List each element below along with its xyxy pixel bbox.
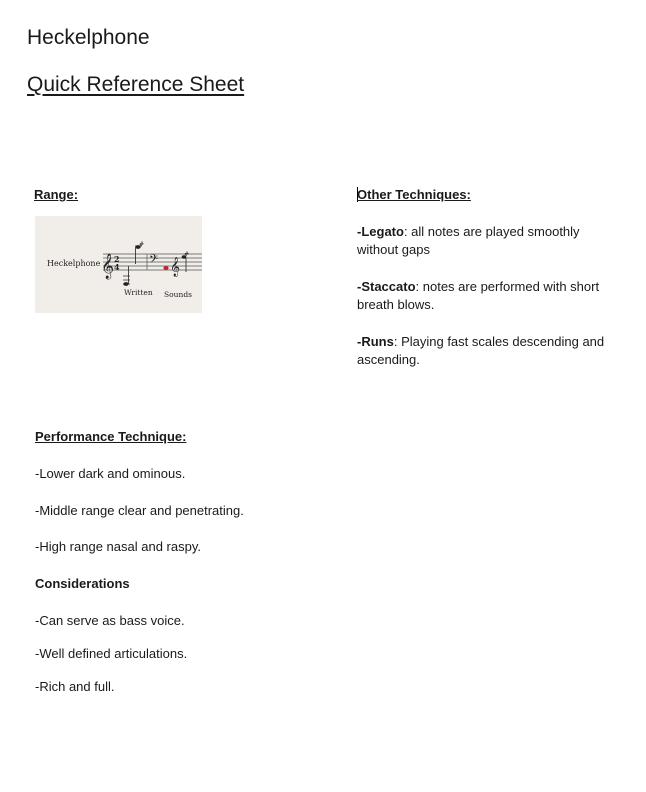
small-treble-clef-icon: 𝄞 [170, 257, 181, 277]
written-label: Written [124, 288, 153, 297]
svg-text:#: # [184, 251, 190, 258]
consideration-item: -Rich and full. [35, 679, 115, 694]
range-heading: Range: [34, 187, 79, 202]
performance-item: -Middle range clear and penetrating. [35, 503, 244, 518]
technique-description: : all notes are played smoothly without gaps [357, 224, 580, 257]
range-section [34, 186, 78, 204]
other-techniques-section [357, 186, 622, 369]
considerations-heading: Considerations [35, 576, 130, 591]
technique-term: -Legato [357, 224, 404, 239]
time-signature-top: 2 [114, 254, 120, 264]
sounding-notes [163, 251, 189, 277]
sounding-low-note [163, 266, 168, 270]
technique-description: : notes are performed with short breath blows. [357, 279, 600, 312]
time-signature-bottom: 4 [114, 262, 120, 272]
range-notation-image [35, 216, 202, 313]
technique-item-legato [357, 223, 622, 259]
performance-heading: Performance Technique: [35, 429, 187, 444]
performance-section [35, 428, 335, 696]
document-subtitle: Quick Reference Sheet [27, 73, 245, 96]
technique-item-staccato [357, 278, 622, 314]
other-techniques-heading: Other Techniques: [357, 187, 471, 202]
technique-item-runs [357, 333, 622, 369]
consideration-item: -Can serve as bass voice. [35, 613, 185, 628]
written-notes [123, 241, 144, 286]
sounds-label: Sounds [164, 290, 192, 299]
performance-item: -High range nasal and raspy. [35, 539, 201, 554]
performance-item: -Lower dark and ominous. [35, 466, 186, 481]
instrument-label: Heckelphone [47, 259, 101, 268]
svg-text:#: # [139, 241, 145, 248]
technique-term: -Runs [357, 334, 394, 349]
technique-term: -Staccato [357, 279, 416, 294]
document-title: Heckelphone [27, 26, 150, 49]
technique-description: : Playing fast scales descending and ascending. [357, 334, 605, 367]
treble-clef-icon: 𝄞 [101, 254, 115, 279]
bass-clef-icon: 𝄢 [149, 253, 159, 269]
music-staff-figure [35, 216, 202, 313]
consideration-item: -Well defined articulations. [35, 646, 188, 661]
